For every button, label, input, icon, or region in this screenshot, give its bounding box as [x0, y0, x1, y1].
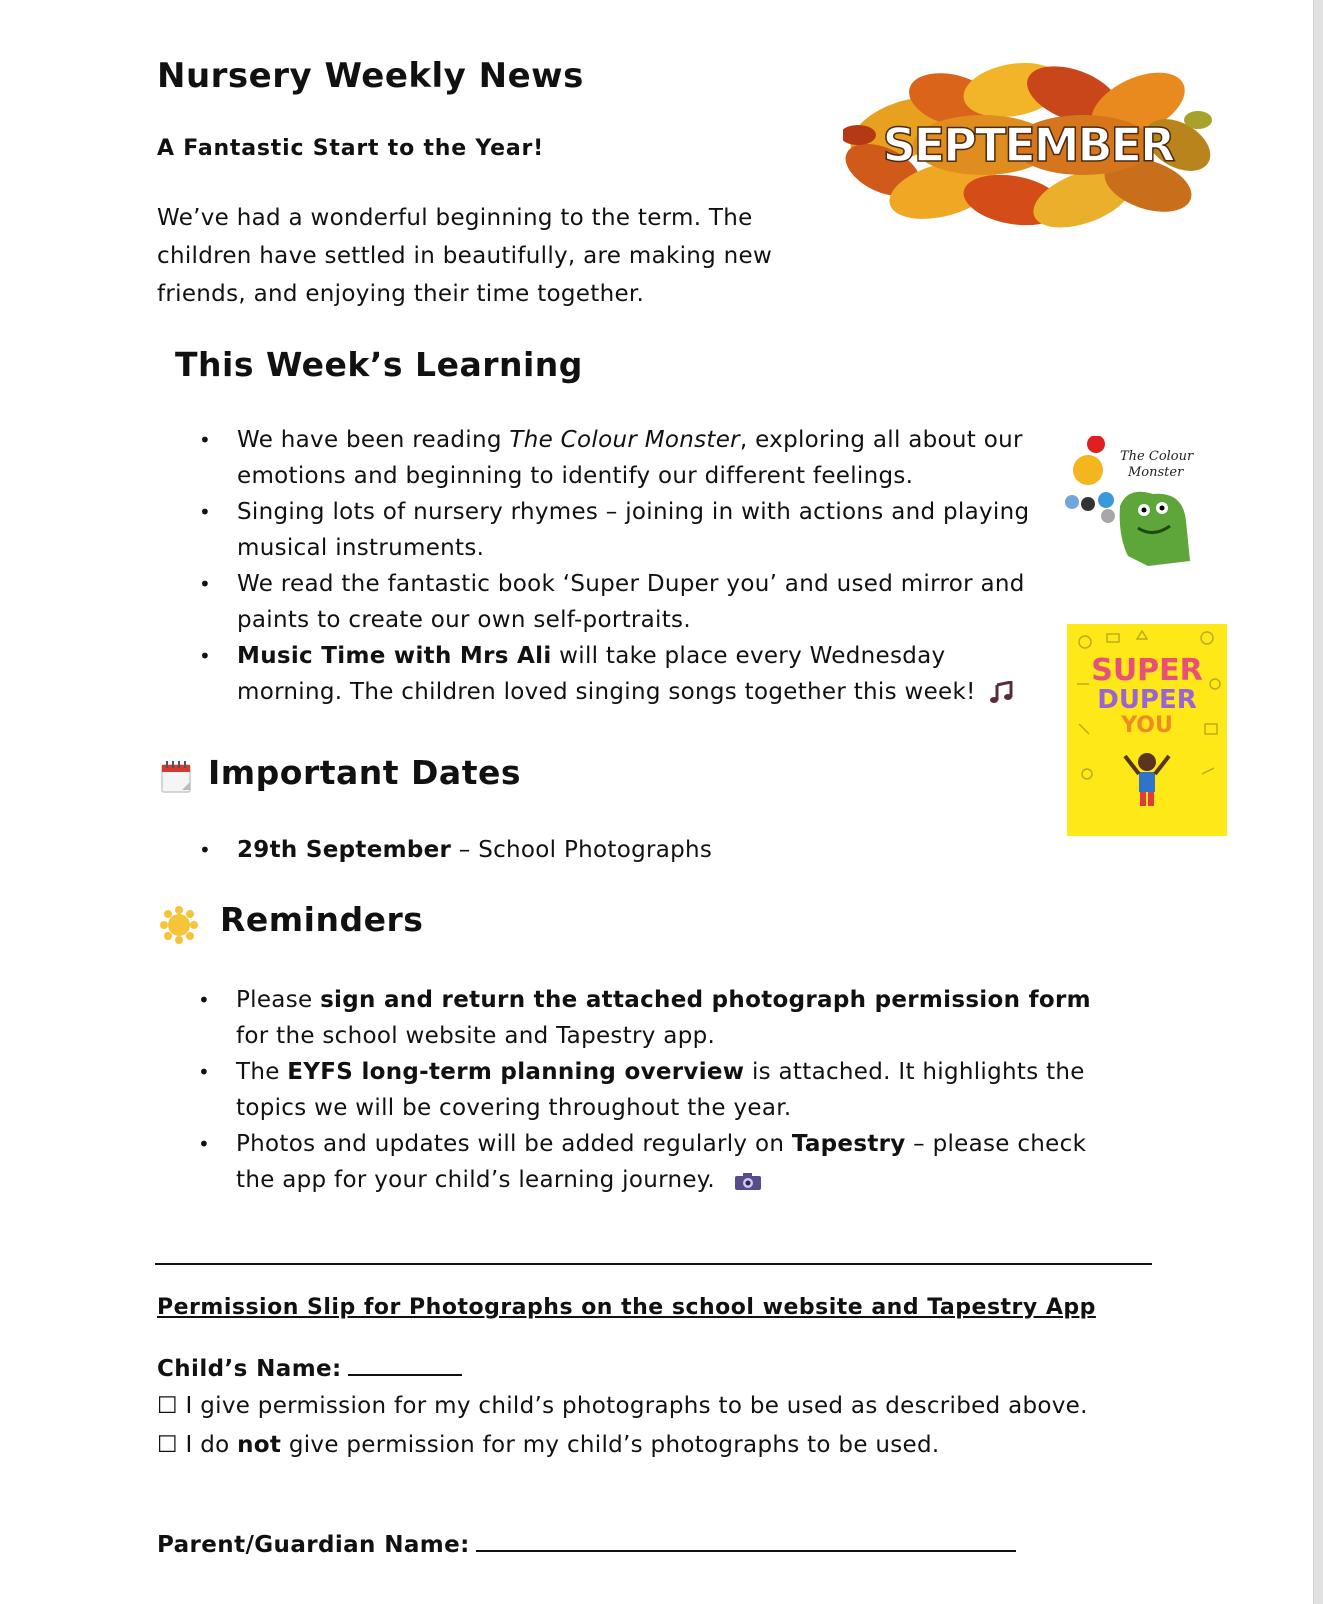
calendar-icon	[160, 760, 192, 794]
september-banner-image	[843, 60, 1213, 230]
learning-list	[237, 422, 1037, 710]
colour-monster-book-image	[1058, 436, 1208, 576]
section-heading-learning: This Week’s Learning	[175, 345, 583, 384]
permission-option-decline[interactable]: ☐ I do not give permission for my child’s photographs to be used.	[157, 1432, 940, 1458]
list-item: • Music Time with Mrs Ali will take place every Wednesday morning. The children loved singing songs together this week!	[237, 638, 1037, 710]
colour-monster-title-line2: Monster	[1128, 465, 1184, 480]
list-item: • We have been reading The Colour Monster, exploring all about our emotions and beginning to identify our different feelings.	[237, 422, 1037, 494]
super-word: SUPER	[1091, 653, 1203, 688]
camera-icon	[733, 1171, 763, 1191]
intro-paragraph: We’ve had a wonderful beginning to the term. The children have settled in beautifully, are making new friends, and enjoying their time together.	[157, 205, 773, 307]
checkbox-give[interactable]: ☐	[157, 1393, 178, 1419]
list-item: • We read the fantastic book ‘Super Duper you’ and used mirror and paints to create our own self-portraits.	[237, 566, 1037, 638]
dates-list	[237, 832, 937, 868]
list-item: • Singing lots of nursery rhymes – joining in with actions and playing musical instruments.	[237, 494, 1037, 566]
sun-icon	[160, 906, 198, 944]
window-edge	[1314, 0, 1323, 1604]
guardian-name-label: Parent/Guardian Name:	[157, 1532, 470, 1558]
child-name-label: Child’s Name:	[157, 1356, 342, 1382]
super-duper-you-book-image	[1067, 624, 1227, 836]
music-notes-icon	[989, 681, 1017, 705]
section-heading-dates: Important Dates	[208, 753, 521, 792]
section-divider	[155, 1263, 1152, 1265]
section-heading-reminders: Reminders	[220, 900, 424, 939]
banner-text: SEPTEMBER	[882, 118, 1174, 172]
you-word: YOU	[1121, 713, 1173, 738]
book-title: The Colour Monster	[509, 427, 740, 453]
duper-word: DUPER	[1097, 685, 1197, 715]
guardian-name-field[interactable]	[157, 1528, 1016, 1558]
colour-monster-title-line1: The Colour	[1120, 449, 1194, 464]
reminders-list	[236, 982, 1116, 1198]
permission-slip-title: Permission Slip for Photographs on the school website and Tapestry App	[157, 1295, 1096, 1320]
permission-option-give[interactable]: ☐ I give permission for my child’s photographs to be used as described above.	[157, 1393, 1088, 1419]
list-item: • Please sign and return the attached photograph permission form for the school website and Tapestry app.	[236, 982, 1116, 1054]
child-name-field[interactable]	[157, 1352, 462, 1382]
checkbox-decline[interactable]: ☐	[157, 1432, 178, 1458]
list-item: • Photos and updates will be added regularly on Tapestry – please check the app for your child’s learning journey.	[236, 1126, 1116, 1198]
list-item: • 29th September – School Photographs	[237, 832, 937, 868]
list-item: • The EYFS long-term planning overview is attached. It highlights the topics we will be covering throughout the year.	[236, 1054, 1116, 1126]
child-name-blank[interactable]	[348, 1352, 462, 1376]
subtitle: A Fantastic Start to the Year!	[157, 136, 544, 161]
page-title: Nursery Weekly News	[157, 56, 584, 96]
guardian-name-blank[interactable]	[476, 1528, 1016, 1552]
